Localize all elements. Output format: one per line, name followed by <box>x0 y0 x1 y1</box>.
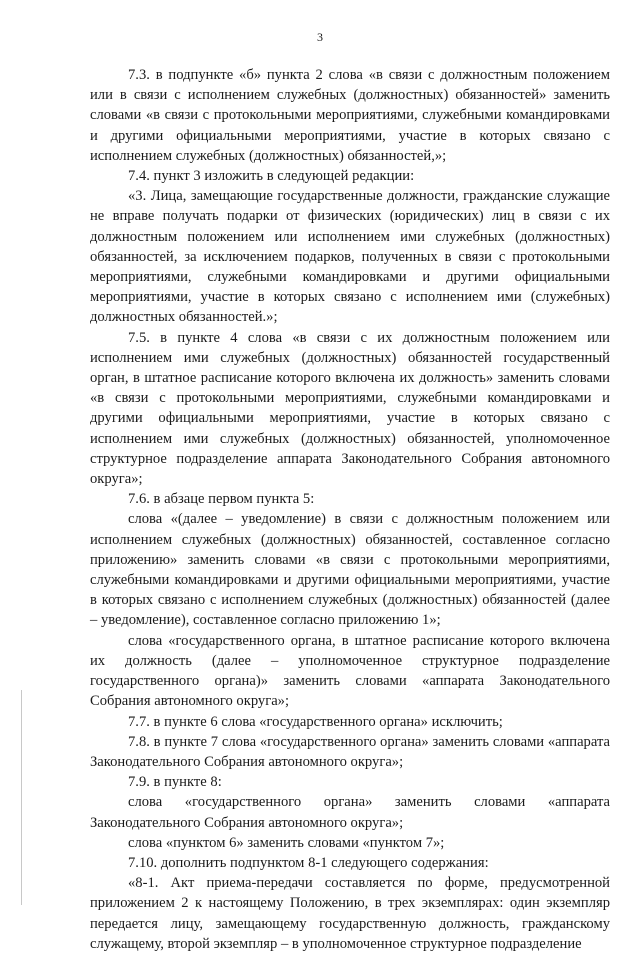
paragraph-point-3-text: «3. Лица, замещающие государственные должности, гражданские служащие не вправе получать подарки от физических (юридических) лиц в связи с их должностным положением или исполнением ими служебных (должностных) обязанностей, за исключением подарков, полученных в связи с протокольными мероприятиями, служебными командировками и другими официальными мероприятиями, участие в которых связано с исполнением ими (служебных) должностных обязанностей.»; <box>90 188 610 326</box>
paragraph-7-8: 7.8. в пункте 7 слова «государственного органа» заменить словами «аппарата Законодательного Собрания автономного округа»; <box>90 733 610 770</box>
paragraph-7-6-words-2: слова «государственного органа, в штатное расписание которого включена их должность (далее – уполномоченное структурное подразделение государственного органа)» заменить словами «аппарата Законодательного Собрания автономного округа»; <box>90 632 610 710</box>
paragraph-7-9: 7.9. в пункте 8: <box>128 774 222 791</box>
paragraph-7-9-words-1: слова «государственного органа» заменить словами «аппарата Законодательного Собрания автономного округа»; <box>90 794 610 831</box>
document-body <box>90 65 610 954</box>
paragraph-7-9-words-2: слова «пунктом 6» заменить словами «пунктом 7»; <box>128 834 445 851</box>
paragraph-7-6-words-1: слова «(далее – уведомление) в связи с должностным положением или исполнением служебных (должностных) обязанностей, составленное согласно приложению» заменить словами «в связи с протокольными мероприятиями, служебными командировками и другими официальными мероприятиями, участие в которых связано с исполнением служебных (должностных) обязанностей (далее – уведомление), составленное согласно приложению 1»; <box>90 511 610 629</box>
paragraph-7-3: 7.3. в подпункте «б» пункта 2 слова «в связи с должностным положением или в связи с исполнением служебных (должностных) обязанностей» заменить словами «в связи с протокольными мероприятиями, служебными командировками и другими официальными мероприятиями, участие в которых связано с исполнением служебных (должностных) обязанностей,»; <box>90 67 610 164</box>
paragraph-7-4: 7.4. пункт 3 изложить в следующей редакции: <box>128 168 415 185</box>
paragraph-7-7: 7.7. в пункте 6 слова «государственного органа» исключить; <box>128 713 503 730</box>
paragraph-point-8-1-text: «8-1. Акт приема-передачи составляется по форме, предусмотренной приложением 2 к настоящему Положению, в трех экземплярах: один экземпляр передается лицу, замещающему государственную должность, гражданскому служащему, второй экземпляр – в уполномоченное структурное подразделение <box>90 875 610 952</box>
paragraph-7-10: 7.10. дополнить подпунктом 8-1 следующего содержания: <box>128 854 489 871</box>
paragraph-7-5: 7.5. в пункте 4 слова «в связи с их должностным положением или исполнением ими служебных (должностных) обязанностей государственный орган, в штатное расписание которого включена их должность» заменить словами «в связи с протокольными мероприятиями, служебными командировками и другими официальными мероприятиями, участие в которых связано с исполнением ими служебных (должностных) обязанностей, уполномоченное структурное подразделение аппарата Законодательного Собрания автономного округа»; <box>90 329 610 488</box>
page-number: 3 <box>317 30 323 44</box>
scan-artifact-line <box>21 690 22 905</box>
paragraph-7-6: 7.6. в абзаце первом пункта 5: <box>128 491 315 508</box>
